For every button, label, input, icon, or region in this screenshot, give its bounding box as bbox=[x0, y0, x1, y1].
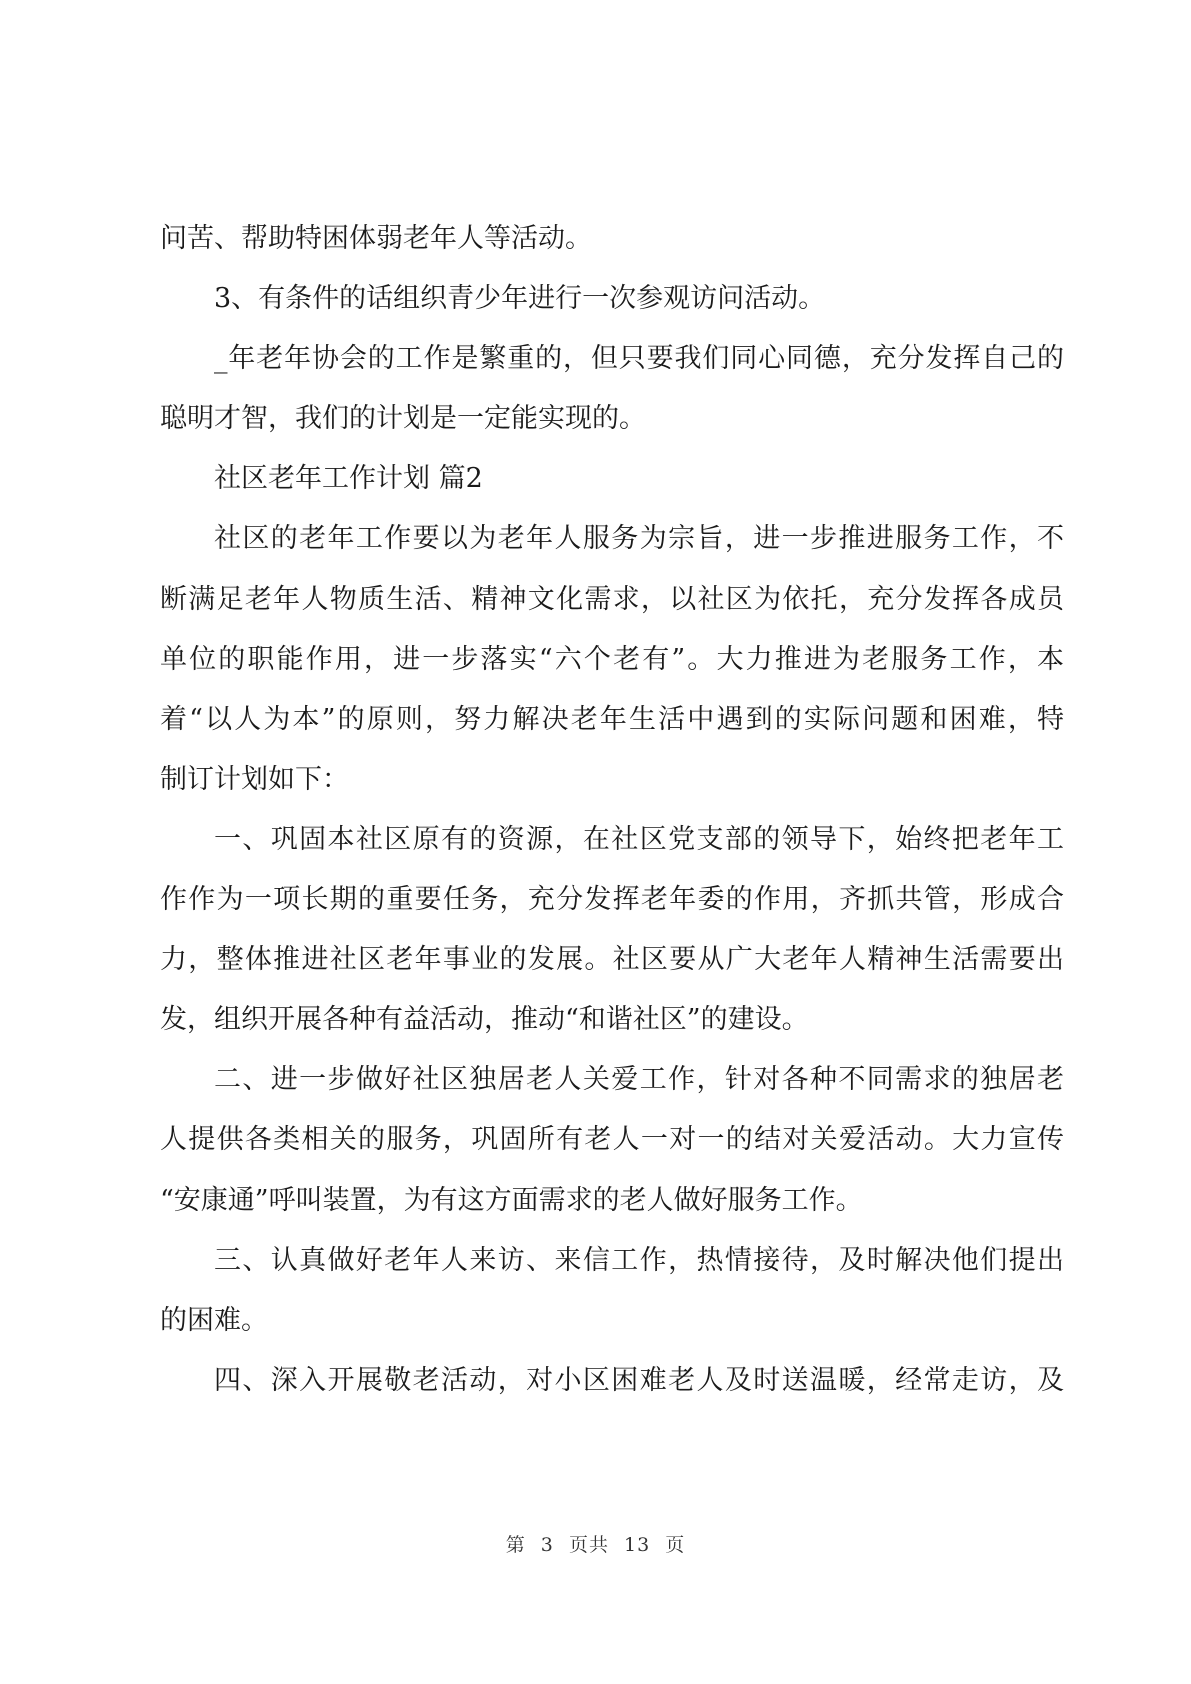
footer-total-pages: 13 bbox=[624, 1534, 651, 1556]
text-line: “安康通”呼叫装置，为有这方面需求的老人做好服务工作。 bbox=[160, 1184, 863, 1216]
text-line: 三、认真做好老年人来访、来信工作，热情接待，及时解决他们提出 bbox=[214, 1244, 1064, 1276]
text-line: 3、有条件的话组织青少年进行一次参观访问活动。 bbox=[214, 283, 826, 315]
footer-page-number: 3 bbox=[540, 1534, 554, 1556]
text-line: 发，组织开展各种有益活动，推动“和谐社区”的建设。 bbox=[160, 1004, 809, 1036]
text-line: 单位的职能作用，进一步落实“六个老有”。大力推进为老服务工作，本 bbox=[160, 643, 1064, 675]
footer-suffix: 页 bbox=[665, 1534, 686, 1556]
document-body bbox=[160, 209, 1064, 1411]
text-line: 聪明才智，我们的计划是一定能实现的。 bbox=[160, 403, 646, 435]
text-line: 一、巩固本社区原有的资源，在社区党支部的领导下，始终把老年工 bbox=[214, 823, 1064, 855]
text-line: 力，整体推进社区老年事业的发展。社区要从广大老年人精神生活需要出 bbox=[160, 944, 1064, 976]
text-line: _年老年协会的工作是繁重的，但只要我们同心同德，充分发挥自己的 bbox=[214, 343, 1064, 375]
footer-middle: 页共 bbox=[568, 1534, 609, 1556]
text-line: 社区的老年工作要以为老年人服务为宗旨，进一步推进服务工作，不 bbox=[214, 523, 1064, 555]
text-line: 二、进一步做好社区独居老人关爱工作，针对各种不同需求的独居老 bbox=[214, 1064, 1064, 1096]
text-line: 四、深入开展敬老活动，对小区困难老人及时送温暖，经常走访，及 bbox=[214, 1364, 1064, 1396]
text-line: 人提供各类相关的服务，巩固所有老人一对一的结对关爱活动。大力宣传 bbox=[160, 1124, 1064, 1156]
text-line: 断满足老年人物质生活、精神文化需求，以社区为依托，充分发挥各成员 bbox=[160, 583, 1064, 615]
text-line: 作作为一项长期的重要任务，充分发挥老年委的作用，齐抓共管，形成合 bbox=[160, 884, 1064, 916]
text-line: 社区老年工作计划 篇2 bbox=[214, 463, 483, 495]
text-line: 的困难。 bbox=[160, 1304, 268, 1336]
text-line: 问苦、帮助特困体弱老年人等活动。 bbox=[160, 223, 592, 254]
text-line: 着“以人为本”的原则，努力解决老年生活中遇到的实际问题和困难，特 bbox=[160, 703, 1064, 735]
page-footer bbox=[0, 1530, 1191, 1557]
footer-prefix: 第 bbox=[505, 1534, 526, 1556]
text-line: 制订计划如下： bbox=[160, 763, 349, 795]
